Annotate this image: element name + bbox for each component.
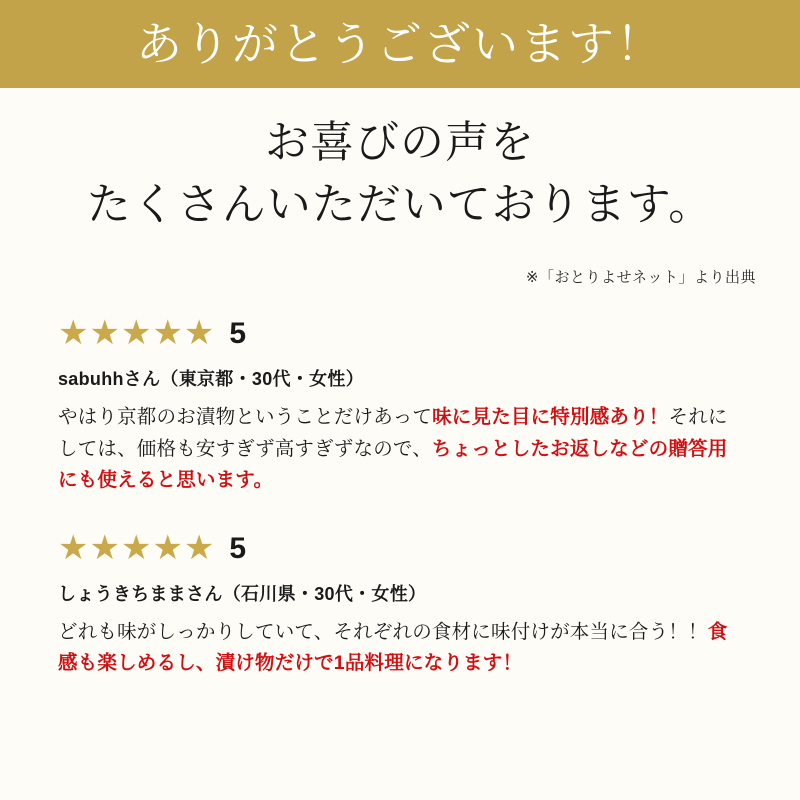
body-text: やはり京都のお漬物ということだけあって [58,406,433,428]
body-text: それにしては、価格も安すぎず高すぎずなので、 [58,406,728,460]
headline-block [0,112,800,237]
review-item [58,310,742,497]
review-body [58,617,742,680]
rating-row [58,310,742,356]
rating-value: 5 [229,317,247,350]
headline-line-1: お喜びの声を [265,117,535,168]
review-list [0,310,800,690]
highlight-text: 食感も楽しめるし、漬け物だけで1品料理になります！ [58,620,728,675]
review-body [58,402,742,497]
reviewer-name: しょうきちままさん（石川県・30代・女性） [58,583,427,604]
highlight-text: ちょっとしたお返しなどの贈答用にも使えると思います。 [58,437,728,492]
star-rating-icon: ★★★★★ [58,314,216,352]
star-rating-icon: ★★★★★ [58,528,216,567]
headline-line-2: たくさんいただいております。 [86,179,714,231]
banner-text: ありがとうございます！ [136,17,664,71]
rating-row [58,525,742,571]
thank-you-banner [0,0,800,88]
review-item [58,525,742,680]
highlight-text: 味に見た目に特別感あり！ [432,406,669,428]
source-note: ※「おとりよせネット」より出典 [525,269,756,286]
rating-value: 5 [229,531,247,565]
reviewer-name: sabuhhさん（東京都・30代・女性） [58,369,365,389]
body-text: どれも味がしっかりしていて、それぞれの食材に味付けが本当に合う！！ [58,620,708,643]
